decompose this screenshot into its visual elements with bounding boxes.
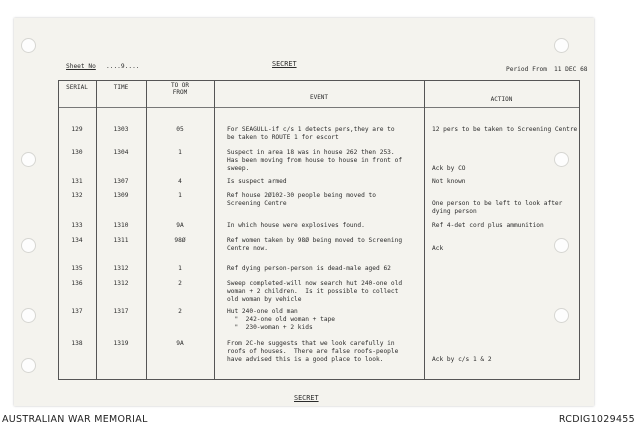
serial-cell: 134 bbox=[71, 237, 83, 244]
event-cell: Sweep completed-will now search hut 240-one old woman + 2 children. Is it possible to collect old woman by vehicle bbox=[227, 280, 403, 303]
sheet-label: Sheet No bbox=[66, 63, 96, 70]
event-cell: Ref women taken by 98Ø being moved to Screening Centre now. bbox=[227, 237, 403, 252]
action-cell: Ack by c/s 1 & 2 bbox=[432, 355, 492, 363]
event-cell: Hut 240-one old man " 242-one old woman + tape " 230-woman + 2 kids bbox=[227, 308, 336, 331]
time-cell: 1307 bbox=[113, 178, 129, 185]
time-cell: 1319 bbox=[113, 340, 129, 347]
time-cell: 1310 bbox=[113, 222, 129, 229]
event-cell: Is suspect armed bbox=[227, 178, 287, 185]
document-page bbox=[14, 18, 594, 406]
event-cell: In which house were explosives found. bbox=[227, 222, 365, 229]
to-from-cell: 9A bbox=[176, 340, 184, 347]
header-event: EVENT bbox=[309, 94, 329, 101]
to-from-cell: 98Ø bbox=[174, 237, 186, 244]
time-cell: 1311 bbox=[113, 237, 129, 244]
to-from-cell: 1 bbox=[178, 265, 182, 272]
header-action: ACTION bbox=[490, 96, 513, 103]
footer-institution: AUSTRALIAN WAR MEMORIAL bbox=[2, 414, 148, 425]
punch-hole bbox=[554, 38, 569, 53]
event-cell: From 2C-he suggests that we look carefully in roofs of houses. There are false roofs-people have advised this is a good place to look. bbox=[227, 340, 399, 363]
header-serial: SERIAL bbox=[66, 84, 88, 91]
time-cell: 1303 bbox=[113, 126, 129, 133]
serial-cell: 136 bbox=[71, 280, 83, 287]
time-cell: 1309 bbox=[113, 192, 129, 199]
action-cell: Ack bbox=[432, 244, 444, 252]
time-cell: 1312 bbox=[113, 265, 129, 272]
serial-cell: 132 bbox=[71, 192, 83, 199]
serial-cell: 129 bbox=[71, 126, 83, 133]
to-from-cell: 2 bbox=[178, 280, 182, 287]
serial-cell: 133 bbox=[71, 222, 83, 229]
event-cell: Ref house 2Ø102-30 people being moved to Screening Centre bbox=[227, 192, 377, 207]
serial-cell: 138 bbox=[71, 340, 83, 347]
period-label: Period From bbox=[506, 66, 547, 73]
event-cell: Ref dying person-person is dead-male aged 62 bbox=[227, 265, 391, 272]
classification-bottom: SECRET bbox=[294, 394, 319, 402]
event-cell: Suspect in area 18 was in house 262 then 253. Has been moving from house to house in front of sweep. bbox=[227, 149, 403, 172]
classification-top: SECRET bbox=[272, 60, 297, 68]
time-cell: 1312 bbox=[113, 280, 129, 287]
serial-cell: 130 bbox=[71, 149, 83, 156]
punch-hole bbox=[21, 308, 36, 323]
sheet-number: ....9.... bbox=[106, 63, 140, 70]
to-from-cell: 4 bbox=[178, 178, 182, 185]
action-cell: Ack by CO bbox=[432, 164, 466, 172]
event-cell: For SEAGULL-if c/s 1 detects pers,they are to be taken to ROUTE 1 for escort bbox=[227, 126, 395, 141]
to-from-cell: 9A bbox=[176, 222, 184, 229]
punch-hole bbox=[21, 358, 36, 373]
serial-cell: 135 bbox=[71, 265, 83, 272]
header-to-or-from: TO OR FROM bbox=[170, 82, 190, 96]
to-from-cell: 1 bbox=[178, 149, 182, 156]
punch-hole bbox=[21, 238, 36, 253]
to-from-cell: 05 bbox=[176, 126, 184, 133]
punch-hole bbox=[21, 38, 36, 53]
serial-cell: 137 bbox=[71, 308, 83, 315]
punch-hole bbox=[21, 152, 36, 167]
period-value: 11 DEC 68 bbox=[554, 66, 588, 73]
time-cell: 1317 bbox=[113, 308, 129, 315]
action-cell: Not known bbox=[432, 178, 466, 185]
header-time: TIME bbox=[113, 84, 129, 91]
footer-reference: RCDIG1029455 bbox=[558, 414, 635, 425]
time-cell: 1304 bbox=[113, 149, 129, 156]
to-from-cell: 1 bbox=[178, 192, 182, 199]
serial-cell: 131 bbox=[71, 178, 83, 185]
action-cell: Ref 4-det cord plus ammunition bbox=[432, 222, 544, 229]
action-cell: One person to be left to look after dying person bbox=[432, 199, 563, 215]
action-cell: 12 pers to be taken to Screening Centre bbox=[432, 126, 578, 133]
punch-hole bbox=[554, 308, 569, 323]
to-from-cell: 2 bbox=[178, 308, 182, 315]
